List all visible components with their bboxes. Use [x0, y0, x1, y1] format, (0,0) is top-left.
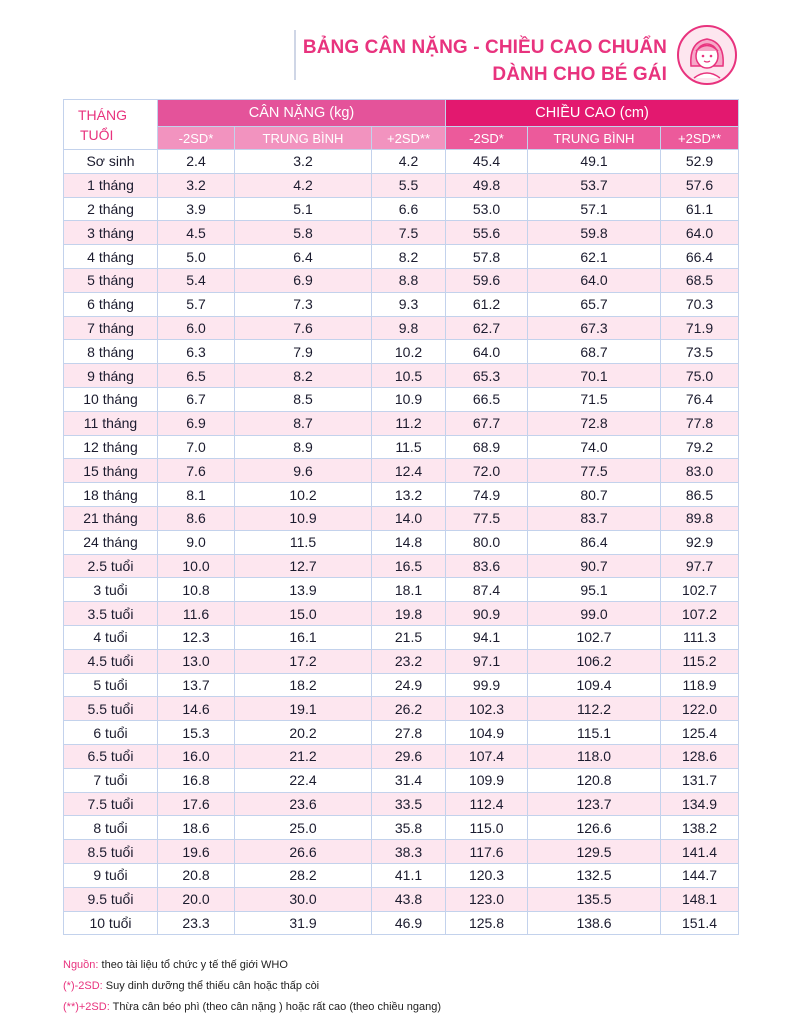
- weight-plus2sd-cell: 9.3: [372, 292, 446, 316]
- table-row: [64, 554, 739, 578]
- weight-median-cell: 12.7: [235, 554, 372, 578]
- age-cell: 12 tháng: [64, 435, 158, 459]
- age-header-line-1: THÁNG: [78, 106, 127, 123]
- height-median-cell: 59.8: [528, 221, 661, 245]
- height-median-cell: 83.7: [528, 506, 661, 530]
- weight-minus2sd-cell: 7.6: [158, 459, 235, 483]
- table-row: [64, 459, 739, 483]
- footnotes: [63, 955, 441, 1018]
- weight-minus2sd-cell: 17.6: [158, 792, 235, 816]
- weight-plus2sd-cell: 8.2: [372, 245, 446, 269]
- note-plus2sd: [63, 997, 441, 1018]
- height-minus2sd-cell: 87.4: [446, 578, 528, 602]
- height-minus2sd-cell: 104.9: [446, 721, 528, 745]
- age-cell: 6.5 tuổi: [64, 744, 158, 768]
- height-minus2sd-cell: 77.5: [446, 506, 528, 530]
- weight-plus2sd-cell: 14.0: [372, 506, 446, 530]
- height-group-header: CHIỀU CAO (cm): [446, 100, 739, 127]
- height-minus2sd-cell: 83.6: [446, 554, 528, 578]
- age-column-header: [64, 100, 158, 150]
- height-plus2sd-cell: 97.7: [661, 554, 739, 578]
- height-median-cell: 71.5: [528, 387, 661, 411]
- height-plus2sd-header: +2SD**: [661, 127, 739, 150]
- note-minus2sd-key: (*)-2SD:: [63, 980, 103, 992]
- weight-plus2sd-cell: 41.1: [372, 863, 446, 887]
- weight-median-cell: 6.9: [235, 268, 372, 292]
- weight-median-cell: 8.5: [235, 387, 372, 411]
- weight-minus2sd-cell: 15.3: [158, 721, 235, 745]
- table-header-row: [64, 100, 739, 127]
- page-title: [303, 34, 667, 88]
- table-row: [64, 173, 739, 197]
- height-plus2sd-cell: 64.0: [661, 221, 739, 245]
- weight-median-cell: 20.2: [235, 721, 372, 745]
- weight-minus2sd-cell: 3.2: [158, 173, 235, 197]
- weight-minus2sd-cell: 13.7: [158, 673, 235, 697]
- height-median-cell: 123.7: [528, 792, 661, 816]
- height-median-cell: 86.4: [528, 530, 661, 554]
- height-minus2sd-cell: 61.2: [446, 292, 528, 316]
- height-minus2sd-header: -2SD*: [446, 127, 528, 150]
- weight-minus2sd-cell: 20.0: [158, 887, 235, 911]
- age-cell: 15 tháng: [64, 459, 158, 483]
- weight-minus2sd-cell: 6.7: [158, 387, 235, 411]
- weight-median-cell: 13.9: [235, 578, 372, 602]
- weight-minus2sd-cell: 7.0: [158, 435, 235, 459]
- table-row: [64, 268, 739, 292]
- table-body: [64, 150, 739, 935]
- weight-plus2sd-cell: 46.9: [372, 911, 446, 935]
- table-row: [64, 602, 739, 626]
- height-plus2sd-cell: 61.1: [661, 197, 739, 221]
- weight-median-cell: 10.9: [235, 506, 372, 530]
- height-median-cell: 57.1: [528, 197, 661, 221]
- height-median-cell: 70.1: [528, 364, 661, 388]
- age-cell: 6 tháng: [64, 292, 158, 316]
- table-row: [64, 245, 739, 269]
- weight-minus2sd-cell: 16.8: [158, 768, 235, 792]
- weight-plus2sd-cell: 16.5: [372, 554, 446, 578]
- height-plus2sd-cell: 86.5: [661, 483, 739, 507]
- height-median-cell: 115.1: [528, 721, 661, 745]
- weight-median-cell: 22.4: [235, 768, 372, 792]
- weight-median-cell: 10.2: [235, 483, 372, 507]
- weight-median-cell: 9.6: [235, 459, 372, 483]
- height-minus2sd-cell: 66.5: [446, 387, 528, 411]
- height-plus2sd-cell: 77.8: [661, 411, 739, 435]
- weight-minus2sd-cell: 16.0: [158, 744, 235, 768]
- height-minus2sd-cell: 74.9: [446, 483, 528, 507]
- weight-median-cell: 8.9: [235, 435, 372, 459]
- weight-minus2sd-cell: 2.4: [158, 150, 235, 174]
- weight-minus2sd-cell: 6.5: [158, 364, 235, 388]
- height-plus2sd-cell: 71.9: [661, 316, 739, 340]
- height-plus2sd-cell: 52.9: [661, 150, 739, 174]
- age-cell: 1 tháng: [64, 173, 158, 197]
- weight-plus2sd-cell: 26.2: [372, 697, 446, 721]
- height-plus2sd-cell: 89.8: [661, 506, 739, 530]
- age-header-line-2: TUỔI: [80, 126, 114, 143]
- weight-plus2sd-cell: 19.8: [372, 602, 446, 626]
- height-plus2sd-cell: 83.0: [661, 459, 739, 483]
- weight-plus2sd-cell: 5.5: [372, 173, 446, 197]
- weight-minus2sd-cell: 8.6: [158, 506, 235, 530]
- weight-plus2sd-cell: 29.6: [372, 744, 446, 768]
- weight-group-header: CÂN NẶNG (kg): [158, 100, 446, 127]
- height-plus2sd-cell: 68.5: [661, 268, 739, 292]
- age-cell: 5 tuổi: [64, 673, 158, 697]
- weight-minus2sd-cell: 12.3: [158, 625, 235, 649]
- table-row: [64, 316, 739, 340]
- height-median-cell: 138.6: [528, 911, 661, 935]
- note-source-text: theo tài liệu tổ chức y tế thế giới WHO: [98, 959, 288, 971]
- table-row: [64, 911, 739, 935]
- height-median-cell: 62.1: [528, 245, 661, 269]
- weight-minus2sd-cell: 13.0: [158, 649, 235, 673]
- height-minus2sd-cell: 120.3: [446, 863, 528, 887]
- weight-median-cell: 19.1: [235, 697, 372, 721]
- height-plus2sd-cell: 122.0: [661, 697, 739, 721]
- table-row: [64, 840, 739, 864]
- height-median-cell: 68.7: [528, 340, 661, 364]
- table-subheader-row: [64, 127, 739, 150]
- table-row: [64, 816, 739, 840]
- height-plus2sd-cell: 115.2: [661, 649, 739, 673]
- weight-median-cell: 15.0: [235, 602, 372, 626]
- weight-minus2sd-cell: 19.6: [158, 840, 235, 864]
- weight-minus2sd-cell: 14.6: [158, 697, 235, 721]
- age-cell: 8 tháng: [64, 340, 158, 364]
- weight-plus2sd-cell: 14.8: [372, 530, 446, 554]
- note-plus2sd-key: (**)+2SD:: [63, 1001, 110, 1013]
- height-minus2sd-cell: 117.6: [446, 840, 528, 864]
- weight-median-cell: 7.6: [235, 316, 372, 340]
- height-minus2sd-cell: 99.9: [446, 673, 528, 697]
- age-cell: 7.5 tuổi: [64, 792, 158, 816]
- weight-plus2sd-cell: 18.1: [372, 578, 446, 602]
- height-minus2sd-cell: 94.1: [446, 625, 528, 649]
- weight-minus2sd-cell: 9.0: [158, 530, 235, 554]
- height-minus2sd-cell: 49.8: [446, 173, 528, 197]
- weight-plus2sd-cell: 10.5: [372, 364, 446, 388]
- weight-median-cell: 18.2: [235, 673, 372, 697]
- note-plus2sd-text: Thừa cân béo phì (theo cân nặng ) hoặc rất cao (theo chiều ngang): [109, 1001, 442, 1013]
- height-plus2sd-cell: 138.2: [661, 816, 739, 840]
- height-minus2sd-cell: 55.6: [446, 221, 528, 245]
- weight-median-cell: 23.6: [235, 792, 372, 816]
- weight-median-cell: 5.1: [235, 197, 372, 221]
- weight-minus2sd-cell: 6.9: [158, 411, 235, 435]
- height-minus2sd-cell: 112.4: [446, 792, 528, 816]
- age-cell: 4 tuổi: [64, 625, 158, 649]
- height-minus2sd-cell: 115.0: [446, 816, 528, 840]
- table-row: [64, 530, 739, 554]
- table-row: [64, 221, 739, 245]
- height-median-cell: 53.7: [528, 173, 661, 197]
- age-cell: 4 tháng: [64, 245, 158, 269]
- weight-median-cell: 8.7: [235, 411, 372, 435]
- weight-median-header: TRUNG BÌNH: [235, 127, 372, 150]
- weight-plus2sd-cell: 13.2: [372, 483, 446, 507]
- height-plus2sd-cell: 70.3: [661, 292, 739, 316]
- table-row: [64, 649, 739, 673]
- height-minus2sd-cell: 125.8: [446, 911, 528, 935]
- weight-plus2sd-cell: 23.2: [372, 649, 446, 673]
- weight-plus2sd-cell: 33.5: [372, 792, 446, 816]
- age-cell: 9.5 tuổi: [64, 887, 158, 911]
- height-minus2sd-cell: 62.7: [446, 316, 528, 340]
- weight-median-cell: 17.2: [235, 649, 372, 673]
- weight-plus2sd-cell: 7.5: [372, 221, 446, 245]
- age-cell: 24 tháng: [64, 530, 158, 554]
- height-plus2sd-cell: 102.7: [661, 578, 739, 602]
- weight-minus2sd-cell: 6.0: [158, 316, 235, 340]
- height-minus2sd-cell: 123.0: [446, 887, 528, 911]
- height-plus2sd-cell: 79.2: [661, 435, 739, 459]
- weight-plus2sd-cell: 10.2: [372, 340, 446, 364]
- height-plus2sd-cell: 66.4: [661, 245, 739, 269]
- height-median-cell: 77.5: [528, 459, 661, 483]
- weight-plus2sd-cell: 21.5: [372, 625, 446, 649]
- title-line-1: BẢNG CÂN NẶNG - CHIỀU CAO CHUẨN: [302, 37, 667, 58]
- height-minus2sd-cell: 72.0: [446, 459, 528, 483]
- height-minus2sd-cell: 67.7: [446, 411, 528, 435]
- table-row: [64, 387, 739, 411]
- table-row: [64, 292, 739, 316]
- weight-median-cell: 26.6: [235, 840, 372, 864]
- weight-minus2sd-cell: 6.3: [158, 340, 235, 364]
- height-plus2sd-cell: 75.0: [661, 364, 739, 388]
- age-cell: 5.5 tuổi: [64, 697, 158, 721]
- age-cell: 4.5 tuổi: [64, 649, 158, 673]
- title-line-2: DÀNH CHO BÉ GÁI: [492, 64, 667, 85]
- table-row: [64, 506, 739, 530]
- height-plus2sd-cell: 148.1: [661, 887, 739, 911]
- weight-minus2sd-cell: 5.0: [158, 245, 235, 269]
- age-cell: 2.5 tuổi: [64, 554, 158, 578]
- age-cell: 2 tháng: [64, 197, 158, 221]
- age-cell: 9 tuổi: [64, 863, 158, 887]
- height-minus2sd-cell: 45.4: [446, 150, 528, 174]
- height-plus2sd-cell: 76.4: [661, 387, 739, 411]
- table-row: [64, 435, 739, 459]
- weight-median-cell: 31.9: [235, 911, 372, 935]
- height-median-cell: 109.4: [528, 673, 661, 697]
- weight-median-cell: 3.2: [235, 150, 372, 174]
- age-cell: 5 tháng: [64, 268, 158, 292]
- table-row: [64, 625, 739, 649]
- height-plus2sd-cell: 107.2: [661, 602, 739, 626]
- note-source: [63, 955, 441, 976]
- weight-plus2sd-cell: 38.3: [372, 840, 446, 864]
- height-minus2sd-cell: 80.0: [446, 530, 528, 554]
- weight-minus2sd-cell: 8.1: [158, 483, 235, 507]
- table-row: [64, 197, 739, 221]
- note-minus2sd: [63, 976, 441, 997]
- weight-plus2sd-cell: 27.8: [372, 721, 446, 745]
- height-median-cell: 132.5: [528, 863, 661, 887]
- age-cell: 21 tháng: [64, 506, 158, 530]
- height-minus2sd-cell: 102.3: [446, 697, 528, 721]
- weight-median-cell: 6.4: [235, 245, 372, 269]
- age-cell: 6 tuổi: [64, 721, 158, 745]
- table-row: [64, 150, 739, 174]
- weight-minus2sd-cell: 5.7: [158, 292, 235, 316]
- table-row: [64, 768, 739, 792]
- table-row: [64, 697, 739, 721]
- weight-minus2sd-cell: 5.4: [158, 268, 235, 292]
- height-median-cell: 126.6: [528, 816, 661, 840]
- weight-minus2sd-cell: 23.3: [158, 911, 235, 935]
- height-minus2sd-cell: 90.9: [446, 602, 528, 626]
- height-minus2sd-cell: 59.6: [446, 268, 528, 292]
- note-source-key: Nguồn:: [63, 959, 99, 971]
- weight-median-cell: 30.0: [235, 887, 372, 911]
- weight-plus2sd-cell: 11.5: [372, 435, 446, 459]
- weight-plus2sd-cell: 6.6: [372, 197, 446, 221]
- height-minus2sd-cell: 68.9: [446, 435, 528, 459]
- weight-median-cell: 28.2: [235, 863, 372, 887]
- weight-median-cell: 7.9: [235, 340, 372, 364]
- growth-table: [63, 99, 739, 935]
- table-row: [64, 364, 739, 388]
- height-minus2sd-cell: 109.9: [446, 768, 528, 792]
- height-median-cell: 72.8: [528, 411, 661, 435]
- table-row: [64, 411, 739, 435]
- height-median-cell: 80.7: [528, 483, 661, 507]
- height-median-cell: 112.2: [528, 697, 661, 721]
- height-plus2sd-cell: 73.5: [661, 340, 739, 364]
- height-median-cell: 65.7: [528, 292, 661, 316]
- height-plus2sd-cell: 131.7: [661, 768, 739, 792]
- weight-median-cell: 16.1: [235, 625, 372, 649]
- weight-minus2sd-header: -2SD*: [158, 127, 235, 150]
- table-row: [64, 792, 739, 816]
- weight-plus2sd-cell: 11.2: [372, 411, 446, 435]
- note-minus2sd-text: Suy dinh dưỡng thể thiếu cân hoặc thấp còi: [102, 980, 320, 992]
- height-median-header: TRUNG BÌNH: [528, 127, 661, 150]
- age-cell: 7 tháng: [64, 316, 158, 340]
- age-cell: Sơ sinh: [64, 150, 158, 174]
- height-median-cell: 67.3: [528, 316, 661, 340]
- weight-plus2sd-header: +2SD**: [372, 127, 446, 150]
- age-cell: 9 tháng: [64, 364, 158, 388]
- age-cell: 11 tháng: [64, 411, 158, 435]
- height-plus2sd-cell: 141.4: [661, 840, 739, 864]
- table-row: [64, 887, 739, 911]
- height-median-cell: 90.7: [528, 554, 661, 578]
- table-row: [64, 578, 739, 602]
- weight-minus2sd-cell: 10.8: [158, 578, 235, 602]
- weight-minus2sd-cell: 20.8: [158, 863, 235, 887]
- girl-avatar-icon: [676, 24, 738, 86]
- age-cell: 10 tuổi: [64, 911, 158, 935]
- height-minus2sd-cell: 53.0: [446, 197, 528, 221]
- weight-plus2sd-cell: 43.8: [372, 887, 446, 911]
- height-plus2sd-cell: 134.9: [661, 792, 739, 816]
- weight-minus2sd-cell: 3.9: [158, 197, 235, 221]
- table-row: [64, 483, 739, 507]
- weight-minus2sd-cell: 11.6: [158, 602, 235, 626]
- weight-median-cell: 11.5: [235, 530, 372, 554]
- table-row: [64, 340, 739, 364]
- weight-plus2sd-cell: 4.2: [372, 150, 446, 174]
- weight-plus2sd-cell: 12.4: [372, 459, 446, 483]
- weight-plus2sd-cell: 35.8: [372, 816, 446, 840]
- header-divider: [294, 30, 296, 80]
- weight-minus2sd-cell: 4.5: [158, 221, 235, 245]
- weight-minus2sd-cell: 10.0: [158, 554, 235, 578]
- height-median-cell: 95.1: [528, 578, 661, 602]
- weight-median-cell: 21.2: [235, 744, 372, 768]
- age-cell: 10 tháng: [64, 387, 158, 411]
- height-minus2sd-cell: 97.1: [446, 649, 528, 673]
- height-plus2sd-cell: 125.4: [661, 721, 739, 745]
- weight-plus2sd-cell: 31.4: [372, 768, 446, 792]
- height-median-cell: 135.5: [528, 887, 661, 911]
- weight-minus2sd-cell: 18.6: [158, 816, 235, 840]
- height-plus2sd-cell: 118.9: [661, 673, 739, 697]
- height-median-cell: 120.8: [528, 768, 661, 792]
- weight-median-cell: 7.3: [235, 292, 372, 316]
- height-median-cell: 49.1: [528, 150, 661, 174]
- weight-median-cell: 5.8: [235, 221, 372, 245]
- weight-median-cell: 8.2: [235, 364, 372, 388]
- weight-plus2sd-cell: 10.9: [372, 387, 446, 411]
- height-median-cell: 74.0: [528, 435, 661, 459]
- age-cell: 3 tuổi: [64, 578, 158, 602]
- height-plus2sd-cell: 144.7: [661, 863, 739, 887]
- age-cell: 7 tuổi: [64, 768, 158, 792]
- height-plus2sd-cell: 57.6: [661, 173, 739, 197]
- height-minus2sd-cell: 64.0: [446, 340, 528, 364]
- height-plus2sd-cell: 128.6: [661, 744, 739, 768]
- age-cell: 8.5 tuổi: [64, 840, 158, 864]
- height-minus2sd-cell: 107.4: [446, 744, 528, 768]
- table-row: [64, 744, 739, 768]
- height-median-cell: 64.0: [528, 268, 661, 292]
- height-median-cell: 106.2: [528, 649, 661, 673]
- age-cell: 8 tuổi: [64, 816, 158, 840]
- age-cell: 3.5 tuổi: [64, 602, 158, 626]
- height-median-cell: 129.5: [528, 840, 661, 864]
- height-minus2sd-cell: 57.8: [446, 245, 528, 269]
- weight-plus2sd-cell: 8.8: [372, 268, 446, 292]
- height-median-cell: 118.0: [528, 744, 661, 768]
- height-median-cell: 102.7: [528, 625, 661, 649]
- height-plus2sd-cell: 151.4: [661, 911, 739, 935]
- table-row: [64, 721, 739, 745]
- weight-median-cell: 4.2: [235, 173, 372, 197]
- height-median-cell: 99.0: [528, 602, 661, 626]
- table-row: [64, 863, 739, 887]
- table-row: [64, 673, 739, 697]
- height-plus2sd-cell: 92.9: [661, 530, 739, 554]
- weight-plus2sd-cell: 24.9: [372, 673, 446, 697]
- weight-plus2sd-cell: 9.8: [372, 316, 446, 340]
- age-cell: 18 tháng: [64, 483, 158, 507]
- age-cell: 3 tháng: [64, 221, 158, 245]
- height-minus2sd-cell: 65.3: [446, 364, 528, 388]
- height-plus2sd-cell: 111.3: [661, 625, 739, 649]
- weight-median-cell: 25.0: [235, 816, 372, 840]
